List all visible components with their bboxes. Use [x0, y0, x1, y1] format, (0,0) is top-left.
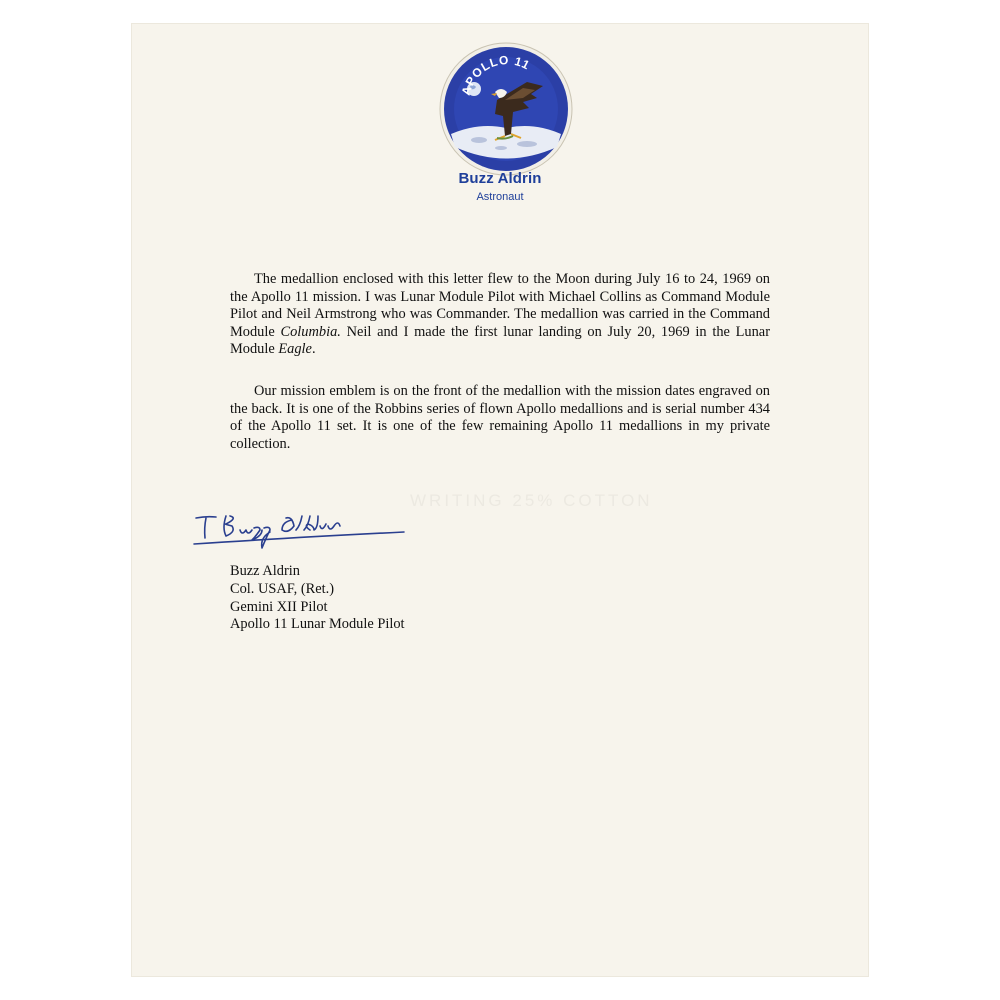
paragraph-1-text-c: . — [311, 341, 316, 357]
apollo-11-emblem-icon — [439, 42, 573, 176]
letter-paragraph-1 — [230, 271, 770, 359]
lunar-module-name: Eagle — [278, 341, 312, 357]
letterhead-name: Buzz Aldrin — [458, 170, 542, 187]
signer-rank: Col. USAF, (Ret.) — [230, 580, 334, 597]
paragraph-1-text-b: Neil and I made the first lunar landing on July 20, 1969 in the Lunar Module — [230, 323, 770, 357]
letterhead-title: Astronaut — [476, 191, 524, 203]
handwritten-signature — [192, 500, 432, 558]
paragraph-1-text-a: The medallion enclosed with this letter flew to the Moon during July 16 to 24, 1969 on the Apollo 11 mission. I was Lunar Module Pilot with Michael Collins as Command Module Pilot and Neil Armstrong who was Commander. The medallion was carried in the Command Module — [230, 271, 770, 340]
letter-paragraph-2 — [230, 383, 770, 453]
emblem-title: APOLLO 11 — [458, 52, 533, 97]
signer-role-apollo: Apollo 11 Lunar Module Pilot — [230, 616, 405, 633]
signer-name: Buzz Aldrin — [230, 563, 300, 579]
signer-role-gemini: Gemini XII Pilot — [230, 598, 328, 615]
signature-block — [230, 563, 405, 634]
paper-watermark: WRITING 25% COTTON — [410, 491, 653, 510]
paragraph-2-text: Our mission emblem is on the front of the medallion with the mission dates engraved on the back. It is one of the Robbins series of flown Apollo medallions and is serial number 434 of the Apollo 11 set. It is one of the few remaining Apollo 11 medallions in my private collection. — [230, 383, 770, 452]
command-module-name: Columbia. — [280, 323, 341, 340]
